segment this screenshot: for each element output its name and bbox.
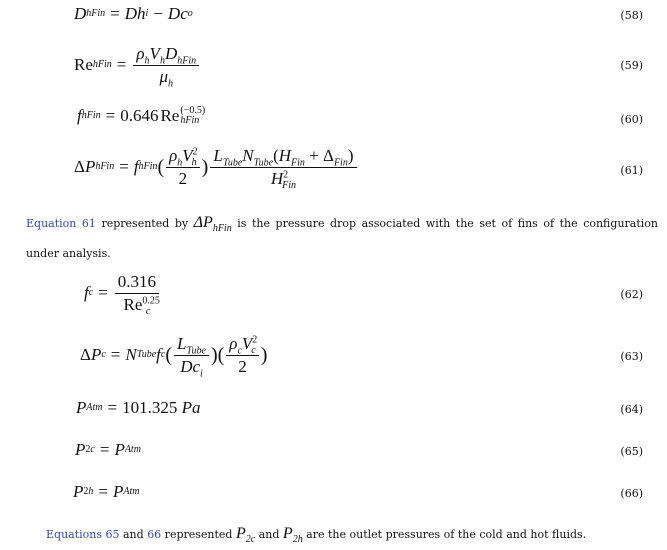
atm-unit: Pa <box>181 398 201 417</box>
equation-reference-link[interactable]: Equations 65 <box>46 528 120 541</box>
fc-numerator: 0.316 <box>115 272 159 294</box>
equation-65: P 2c = P Atm (65) <box>75 440 643 459</box>
equation-59: Re hFin = $\frac{\rho_hV_hD_{hFin}}{\mu_h}$ (59) <box>74 44 643 89</box>
paragraph-equations-65-66: Equations 65 and 66 represented $P_{2c}$ and $P_{2h}$ are the outlet pressures of the cold and hot fluids. <box>46 525 587 546</box>
ff-exponent: (−0.5) <box>180 105 206 116</box>
equation-61: Δ P hFin = f hFin ( $\frac{\rho_hV^2_h}{2}$ ) $\frac{L_{Tube}N_{Tube}(H_{Fin} + \Delta_{Fin})}{H^2_{Fin}}$ (61) <box>74 146 643 191</box>
equation-number: (66) <box>620 487 643 500</box>
equation-number: (64) <box>620 403 643 416</box>
equation-number: (60) <box>620 113 643 126</box>
equation-reference-link[interactable]: Equation 61 <box>26 217 96 230</box>
equation-number: (59) <box>620 59 643 72</box>
equation-number: (63) <box>620 350 643 363</box>
paragraph-equation-61: Equation 61 represented by $\Delta P_{hFin}$ is the pressure drop associated with the set of fins of the configuration under analysis. <box>26 214 658 260</box>
equation-62: f c = $\frac{0.316}{Re^{0.25}_c}$ (62) <box>84 272 643 317</box>
equation-number: (61) <box>620 164 643 177</box>
equation-number: (58) <box>620 9 643 22</box>
equation-60: f hFin = 0.646 Re (−0.5) hFin (60) <box>77 105 643 126</box>
atm-value: 101.325 <box>122 398 178 417</box>
equation-58: D hFin = Dh i − Dc o (58) <box>74 4 643 23</box>
ff-coefficient: 0.646 <box>120 106 159 125</box>
equation-64: P Atm = 101.325 Pa (64) <box>76 398 643 417</box>
equation-63: Δ P c = N Tube f c ( $\frac{L_{Tube}}{Dc_i}$ )( $\frac{\rho_cV^2_c}{2}$ ) (63) <box>80 334 643 379</box>
equation-number: (65) <box>620 445 643 458</box>
equation-66: P 2h = P Atm (66) <box>73 482 643 501</box>
equation-number: (62) <box>620 288 643 301</box>
equation-reference-link[interactable]: 66 <box>147 528 162 541</box>
